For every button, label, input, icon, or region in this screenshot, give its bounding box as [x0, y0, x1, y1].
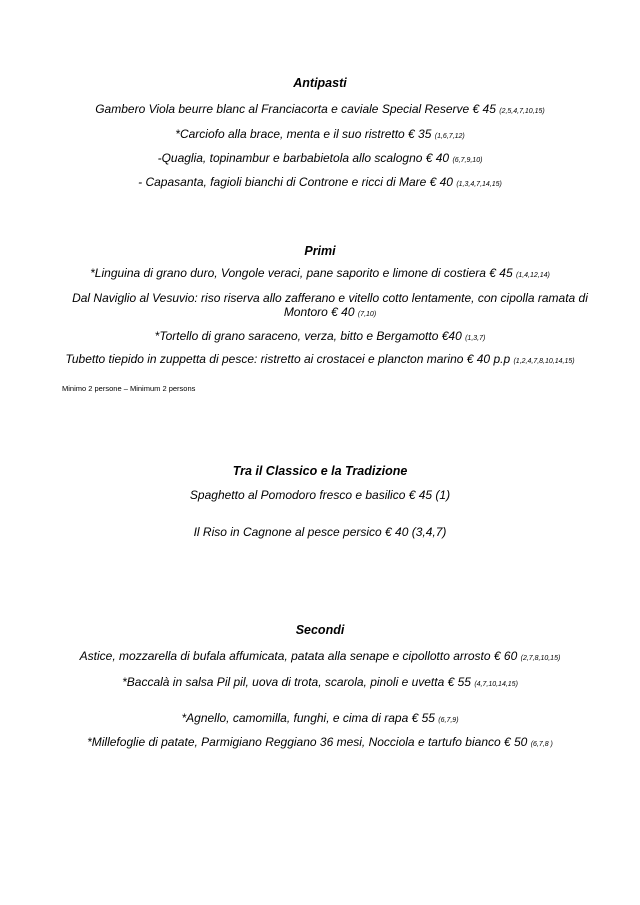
- dish-text: *Linguina di grano duro, Vongole veraci, pane saporito e limone di costiera € 45: [90, 266, 513, 280]
- allergen-codes: (6,7,9): [438, 717, 459, 724]
- dish-text: *Agnello, camomilla, funghi, e cima di rapa € 55: [181, 711, 435, 725]
- allergen-codes: (2,5,4,7,10,15): [499, 108, 545, 115]
- menu-item: [40, 488, 600, 502]
- allergen-codes: (1,3,7): [465, 335, 486, 342]
- menu-item: [40, 266, 600, 283]
- allergen-codes: (1,3,4,7,14,15): [456, 181, 502, 188]
- section-title-primi: Primi: [304, 244, 336, 258]
- allergen-codes: (1,6,7,12): [434, 133, 465, 140]
- dish-text: Il Riso in Cagnone al pesce persico € 40 (3,4,7): [193, 525, 447, 539]
- dish-text: Astice, mozzarella di bufala affumicata, patata alla senape e cipollotto arrosto € 60: [79, 649, 518, 663]
- menu-item: [40, 525, 600, 539]
- dish-text: Tubetto tiepido in zuppetta di pesce: ristretto ai crostacei e plancton marino € 40 p.p: [65, 352, 511, 366]
- allergen-codes: (2,7,8,10,15): [520, 655, 561, 662]
- menu-item: [40, 102, 600, 119]
- dish-text: *Baccalà in salsa Pil pil, uova di trota, scarola, pinoli e uvetta € 55: [122, 675, 471, 689]
- menu-item: [40, 127, 600, 144]
- menu-item: [40, 711, 600, 728]
- allergen-codes: (6,7,8 ): [530, 741, 553, 748]
- dish-text: Dal Naviglio al Vesuvio: riso riserva allo zafferano e vitello cotto lentamente, con cipolla ramata di Montoro € 40: [72, 291, 588, 319]
- menu-item: [40, 175, 600, 192]
- menu-item: [40, 352, 600, 369]
- allergen-codes: (1,2,4,7,8,10,14,15): [513, 358, 575, 365]
- menu-item: [40, 649, 600, 666]
- allergen-codes: (1,4,12,14): [515, 272, 550, 279]
- menu-item: [40, 675, 600, 692]
- dish-text: Gambero Viola beurre blanc al Franciacorta e caviale Special Reserve € 45: [95, 102, 496, 116]
- allergen-codes: (6,7,9,10): [452, 157, 483, 164]
- section-title-antipasti: Antipasti: [293, 76, 347, 90]
- menu-item: [70, 291, 590, 322]
- allergen-codes: (7,10): [357, 311, 377, 318]
- minimum-persons-note: Minimo 2 persone – Minimum 2 persons: [62, 384, 196, 393]
- dish-text: *Millefoglie di patate, Parmigiano Reggiano 36 mesi, Nocciola e tartufo bianco € 50: [87, 735, 528, 749]
- section-title-secondi: Secondi: [295, 623, 345, 637]
- dish-text: - Capasanta, fagioli bianchi di Controne e ricci di Mare € 40: [138, 175, 453, 189]
- menu-item: [40, 329, 600, 346]
- allergen-codes: (4,7,10,14,15): [474, 681, 518, 688]
- dish-text: -Quaglia, topinambur e barbabietola allo scalogno € 40: [157, 151, 450, 165]
- section-title-classico: Tra il Classico e la Tradizione: [232, 464, 408, 478]
- menu-item: [40, 151, 600, 168]
- menu-item: [40, 735, 600, 752]
- dish-text: *Carciofo alla brace, menta e il suo ristretto € 35: [175, 127, 432, 141]
- dish-text: *Tortello di grano saraceno, verza, bitto e Bergamotto €40: [154, 329, 462, 343]
- dish-text: Spaghetto al Pomodoro fresco e basilico € 45 (1): [189, 488, 451, 502]
